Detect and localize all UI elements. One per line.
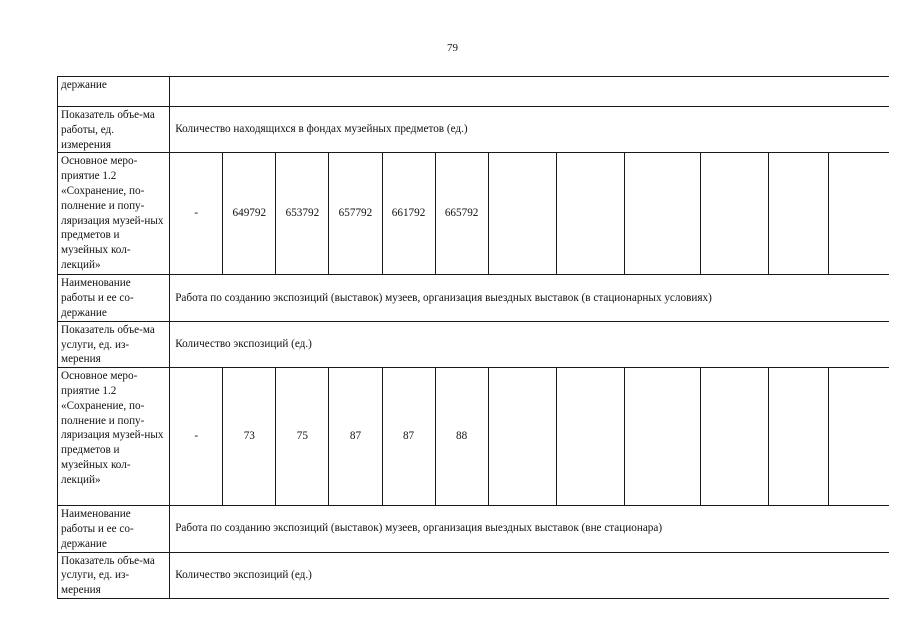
- row-label: Основное меро-приятие 1.2 «Сохранение, по-полнение и попу-ляризация музей-ных предметов и музейных кол-лекций»: [58, 153, 170, 275]
- row-label: Показатель объе-ма услуги, ед. из-мерения: [58, 552, 170, 598]
- value-cell: [556, 368, 624, 506]
- table-row: [58, 506, 890, 552]
- value-cell: 73: [223, 368, 276, 506]
- table-row: [58, 77, 890, 107]
- value-cell: [769, 153, 829, 275]
- value-cell: [556, 153, 624, 275]
- value-cell: [769, 368, 829, 506]
- row-description: Количество экспозиций (ед.): [170, 321, 889, 367]
- value-cell: 88: [435, 368, 488, 506]
- value-cell: -: [170, 153, 223, 275]
- value-cell: [488, 153, 556, 275]
- row-label: Показатель объе-ма услуги, ед. из-мерения: [58, 321, 170, 367]
- value-cell: [624, 153, 700, 275]
- row-description: Работа по созданию экспозиций (выставок) музеев, организация выездных выставок (в стационарных условиях): [170, 275, 889, 321]
- value-cell: -: [170, 368, 223, 506]
- row-description: [170, 77, 889, 107]
- row-label: Наименование работы и ее со-держание: [58, 506, 170, 552]
- value-cell: [701, 368, 769, 506]
- table-row: [58, 368, 890, 506]
- value-cell: 653792: [276, 153, 329, 275]
- row-description: Количество находящихся в фондах музейных предметов (ед.): [170, 107, 889, 153]
- value-cell: [829, 153, 889, 275]
- value-cell: 649792: [223, 153, 276, 275]
- page-number: 79: [447, 42, 458, 54]
- table-row: [58, 321, 890, 367]
- value-cell: [488, 368, 556, 506]
- value-cell: 665792: [435, 153, 488, 275]
- value-cell: 657792: [329, 153, 382, 275]
- value-cell: 75: [276, 368, 329, 506]
- value-cell: [701, 153, 769, 275]
- row-label: Основное меро-приятие 1.2 «Сохранение, по-полнение и попу-ляризация музей-ных предметов и музейных кол-лекций»: [58, 368, 170, 506]
- program-indicators-table: [57, 76, 889, 599]
- row-label: Наименование работы и ее со-держание: [58, 275, 170, 321]
- table-row: [58, 552, 890, 598]
- value-cell: 87: [382, 368, 435, 506]
- row-label: держание: [58, 77, 170, 107]
- table-row: [58, 153, 890, 275]
- table-row: [58, 275, 890, 321]
- value-cell: 661792: [382, 153, 435, 275]
- table-row: [58, 107, 890, 153]
- value-cell: [829, 368, 889, 506]
- value-cell: 87: [329, 368, 382, 506]
- row-label: Показатель объе-ма работы, ед. измерения: [58, 107, 170, 153]
- value-cell: [624, 368, 700, 506]
- row-description: Количество экспозиций (ед.): [170, 552, 889, 598]
- row-description: Работа по созданию экспозиций (выставок) музеев, организация выездных выставок (вне стационара): [170, 506, 889, 552]
